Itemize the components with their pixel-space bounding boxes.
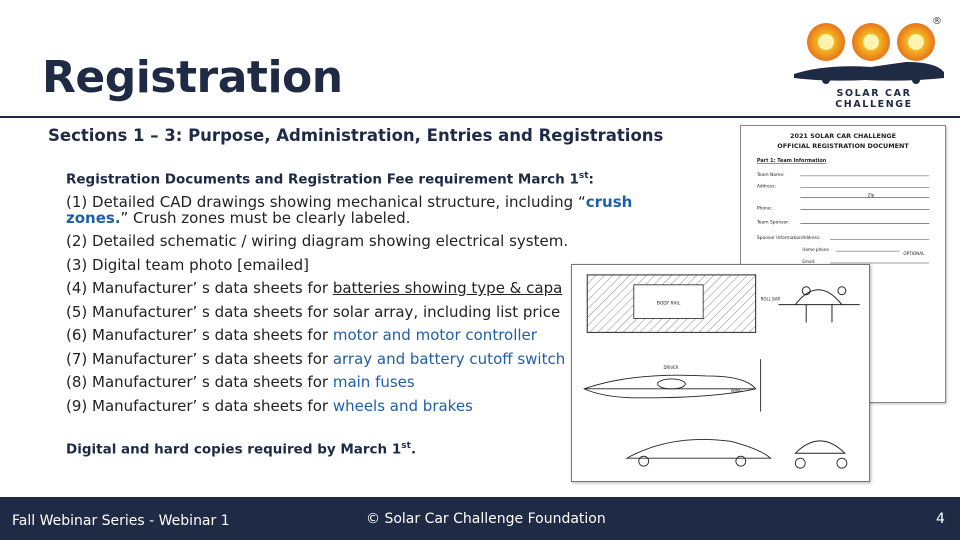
doc-zip-label: Zip — [867, 192, 875, 198]
list-item — [66, 348, 632, 372]
sections-subtitle: Sections 1 – 3: Purpose, Administration, Entries and Registrations — [48, 126, 664, 145]
doc-optional-label: OPTIONAL — [903, 251, 925, 257]
footer-copyright: © Solar Car Challenge Foundation — [366, 511, 606, 527]
crush-link[interactable]: crush — [585, 193, 633, 211]
doc-title-line2: OFFICIAL REGISTRATION DOCUMENT — [777, 142, 909, 151]
item-text: (4) Manufacturer’ s data sheets for — [66, 279, 333, 297]
list-item: (2) Detailed schematic / wiring diagram showing electrical system. — [66, 232, 569, 250]
doc-sub-field: Address: — [802, 235, 821, 241]
fuses-link[interactable]: main fuses — [332, 373, 415, 391]
requirements-list — [66, 194, 632, 418]
title-divider — [0, 116, 960, 118]
docs-heading — [66, 171, 594, 188]
footer-series: Fall Webinar Series - Webinar 1 — [12, 513, 230, 529]
list-item — [66, 324, 632, 348]
copies-note-sup: st — [401, 441, 411, 451]
doc-field: Team Name: — [756, 172, 785, 178]
sun-icon — [897, 23, 935, 61]
item-text: (9) Manufacturer’ s data sheets for — [66, 396, 333, 415]
zones-link[interactable]: zones. — [66, 209, 121, 227]
list-item: (3) Digital team photo [emailed] — [66, 255, 309, 274]
copies-note-end: . — [410, 441, 417, 458]
list-item — [66, 194, 632, 230]
docs-heading-sup: st — [578, 171, 589, 181]
doc-field: Address: — [756, 184, 777, 190]
cad-drawing-image — [571, 264, 870, 482]
doc-field: Team Sponsor: — [756, 220, 790, 226]
slide-title: Registration — [42, 52, 343, 103]
item-text: (1) Detailed CAD drawings showing mechanical structure, including “ — [66, 193, 586, 211]
doc-field: Sponsor Information: — [756, 236, 804, 242]
list-item — [66, 395, 632, 419]
cad-label: DRIVER — [663, 365, 679, 371]
cutoff-switch-link[interactable]: array and battery cutoff switch — [332, 349, 566, 368]
doc-section: Part 1: Team Information — [756, 158, 827, 164]
wheels-link[interactable]: wheels and brakes — [332, 396, 473, 415]
cad-label: ROLL BAR — [760, 296, 781, 302]
list-item — [66, 371, 632, 395]
doc-sub-field: Email: — [802, 259, 816, 265]
sun-icon — [852, 23, 890, 61]
solar-car-silhouette-icon — [794, 62, 944, 81]
batteries-link[interactable]: batteries showing type & capa — [332, 279, 563, 297]
slide-number: 4 — [936, 511, 945, 527]
logo-caption: SOLAR CAR CHALLENGE — [835, 88, 913, 110]
list-item: (5) Manufacturer’ s data sheets for solar array, including list price — [66, 302, 561, 321]
docs-heading-text: Registration Documents and Registration Fee requirement March 1 — [66, 171, 579, 188]
doc-field: Phone: — [756, 206, 773, 212]
doc-title-line1: 2021 SOLAR CAR CHALLENGE — [790, 132, 896, 141]
item-text: ” Crush zones must be clearly labeled. — [120, 209, 411, 227]
item-text: (8) Manufacturer’ s data sheets for — [66, 373, 333, 391]
docs-heading-end: : — [588, 171, 594, 188]
item-text: (7) Manufacturer’ s data sheets for — [66, 349, 333, 368]
motor-link[interactable]: motor and motor controller — [332, 326, 537, 344]
cad-label: BODY RAIL — [656, 301, 681, 307]
doc-sub-field: Home phone — [802, 247, 829, 253]
copies-note-text: Digital and hard copies required by March 1 — [66, 441, 402, 458]
cad-label: WING — [730, 387, 743, 393]
sun-icon — [807, 23, 845, 61]
registered-mark: ® — [932, 16, 942, 27]
footer-bar — [0, 497, 960, 540]
item-text: (6) Manufacturer’ s data sheets for — [66, 326, 333, 344]
list-item — [66, 277, 632, 301]
copies-note — [66, 441, 416, 458]
